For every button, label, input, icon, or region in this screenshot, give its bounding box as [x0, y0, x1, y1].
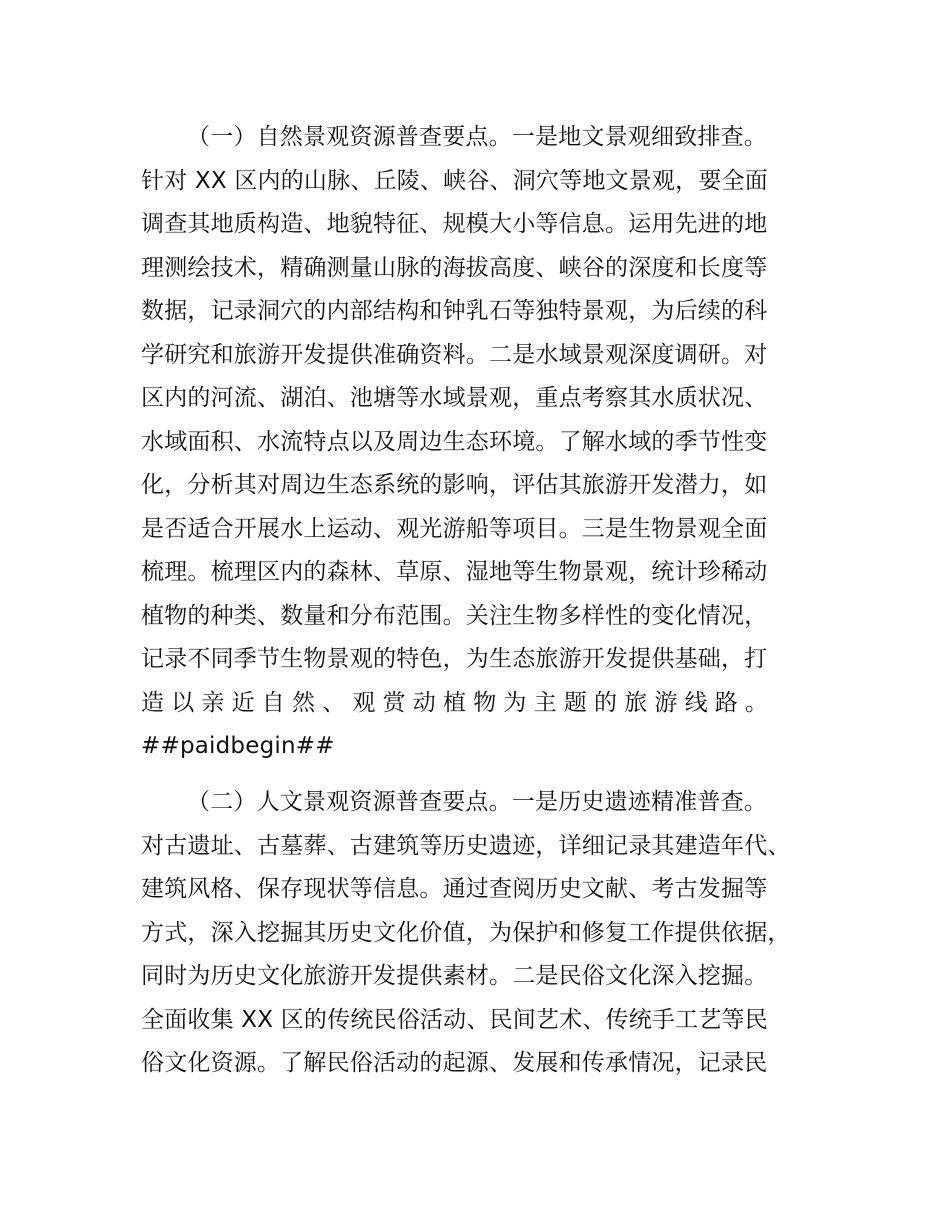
paragraph-1-line-3: 调查其地质构造、地貌特征、规模大小等信息。运用先进的地	[141, 211, 768, 237]
paragraph-1-line-2: 针对 XX 区内的山脉、丘陵、峡谷、洞穴等地文景观，要全面	[141, 168, 768, 194]
paragraph-2-line-4: 方式，深入挖掘其历史文化价值，为保护和修复工作提供依据，	[141, 920, 791, 946]
paragraph-2-line-5: 同时为历史文化旅游开发提供素材。二是民俗文化深入挖掘。	[141, 963, 768, 989]
paragraph-1-line-1: （一）自然景观资源普查要点。一是地文景观细致排查。	[187, 124, 767, 150]
paragraph-1-line-10: 是否适合开展水上运动、观光游船等项目。三是生物景观全面	[141, 516, 768, 542]
paragraph-2-line-2: 对古遗址、古墓葬、古建筑等历史遗迹，详细记录其建造年代、	[141, 833, 791, 859]
paragraph-2-line-1: （二）人文景观资源普查要点。一是历史遗迹精准普查。	[187, 789, 767, 815]
paragraph-1-line-5: 数据，记录洞穴的内部结构和钟乳石等独特景观，为后续的科	[141, 298, 768, 324]
paragraph-1-line-7: 区内的河流、湖泊、池塘等水域景观，重点考察其水质状况、	[141, 385, 768, 411]
paragraph-1-line-8: 水域面积、水流特点以及周边生态环境。了解水域的季节性变	[141, 429, 768, 455]
paragraph-1-line-11: 梳理。梳理区内的森林、草原、湿地等生物景观，统计珍稀动	[141, 559, 768, 585]
paid-begin-marker: ##paidbegin##	[141, 733, 335, 759]
paragraph-2-line-6: 全面收集 XX 区的传统民俗活动、民间艺术、传统手工艺等民	[141, 1007, 768, 1033]
paragraph-1-line-9: 化，分析其对周边生态系统的影响，评估其旅游开发潜力，如	[141, 472, 768, 498]
paragraph-1-line-6: 学研究和旅游开发提供准确资料。二是水域景观深度调研。对	[141, 342, 768, 368]
paragraph-1-line-4: 理测绘技术，精确测量山脉的海拔高度、峡谷的深度和长度等	[141, 255, 768, 281]
paragraph-2-line-3: 建筑风格、保存现状等信息。通过查阅历史文献、考古发掘等	[141, 876, 768, 902]
paragraph-2-line-7: 俗文化资源。了解民俗活动的起源、发展和传承情况，记录民	[141, 1050, 768, 1076]
paragraph-1-line-14: 造以亲近自然、观赏动植物为主题的旅游线路。	[141, 690, 776, 716]
paragraph-1-line-13: 记录不同季节生物景观的特色，为生态旅游开发提供基础，打	[141, 646, 768, 672]
paragraph-1-line-12: 植物的种类、数量和分布范围。关注生物多样性的变化情况，	[141, 603, 768, 629]
